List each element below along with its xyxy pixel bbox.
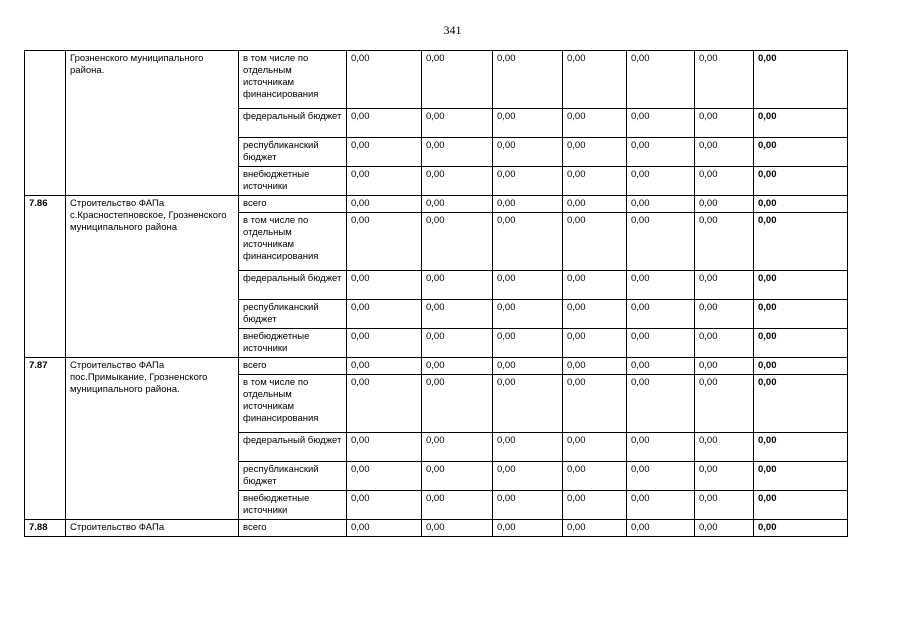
total-value: 0,00	[754, 300, 848, 329]
funding-category: федеральный бюджет	[239, 271, 347, 300]
year-value: 0,00	[695, 109, 754, 138]
year-value: 0,00	[695, 213, 754, 271]
total-value: 0,00	[754, 213, 848, 271]
funding-category: внебюджетные источники	[239, 167, 347, 196]
year-value: 0,00	[347, 213, 422, 271]
year-value: 0,00	[563, 167, 627, 196]
funding-category: внебюджетные источники	[239, 491, 347, 520]
year-value: 0,00	[627, 51, 695, 109]
year-value: 0,00	[347, 138, 422, 167]
total-value: 0,00	[754, 520, 848, 537]
year-value: 0,00	[563, 358, 627, 375]
year-value: 0,00	[347, 329, 422, 358]
item-name: Грозненского муниципального района.	[66, 51, 239, 196]
year-value: 0,00	[563, 196, 627, 213]
year-value: 0,00	[347, 462, 422, 491]
year-value: 0,00	[563, 329, 627, 358]
year-value: 0,00	[695, 375, 754, 433]
year-value: 0,00	[422, 213, 493, 271]
year-value: 0,00	[493, 196, 563, 213]
year-value: 0,00	[347, 520, 422, 537]
table-row	[25, 520, 848, 537]
year-value: 0,00	[422, 138, 493, 167]
year-value: 0,00	[627, 109, 695, 138]
year-value: 0,00	[563, 109, 627, 138]
year-value: 0,00	[493, 271, 563, 300]
year-value: 0,00	[563, 491, 627, 520]
year-value: 0,00	[422, 433, 493, 462]
year-value: 0,00	[493, 491, 563, 520]
budget-table	[24, 50, 848, 537]
item-number	[25, 51, 66, 196]
item-number: 7.87	[25, 358, 66, 520]
year-value: 0,00	[493, 138, 563, 167]
item-number: 7.86	[25, 196, 66, 358]
funding-category: всего	[239, 358, 347, 375]
year-value: 0,00	[695, 196, 754, 213]
year-value: 0,00	[695, 271, 754, 300]
table-row	[25, 51, 848, 109]
item-name: Строительство ФАПа с.Красностепновское, Грозненского муниципального района	[66, 196, 239, 358]
year-value: 0,00	[422, 462, 493, 491]
funding-category: в том числе по отдельным источникам финансирования	[239, 375, 347, 433]
funding-category: федеральный бюджет	[239, 109, 347, 138]
total-value: 0,00	[754, 491, 848, 520]
year-value: 0,00	[563, 213, 627, 271]
year-value: 0,00	[695, 300, 754, 329]
year-value: 0,00	[695, 167, 754, 196]
year-value: 0,00	[493, 51, 563, 109]
year-value: 0,00	[563, 51, 627, 109]
total-value: 0,00	[754, 51, 848, 109]
year-value: 0,00	[493, 433, 563, 462]
year-value: 0,00	[493, 520, 563, 537]
year-value: 0,00	[422, 491, 493, 520]
total-value: 0,00	[754, 375, 848, 433]
year-value: 0,00	[347, 491, 422, 520]
year-value: 0,00	[422, 167, 493, 196]
year-value: 0,00	[695, 51, 754, 109]
funding-category: республиканский бюджет	[239, 138, 347, 167]
year-value: 0,00	[493, 375, 563, 433]
year-value: 0,00	[695, 358, 754, 375]
year-value: 0,00	[422, 329, 493, 358]
year-value: 0,00	[563, 433, 627, 462]
year-value: 0,00	[563, 462, 627, 491]
year-value: 0,00	[422, 520, 493, 537]
year-value: 0,00	[493, 213, 563, 271]
year-value: 0,00	[493, 329, 563, 358]
year-value: 0,00	[627, 462, 695, 491]
year-value: 0,00	[347, 300, 422, 329]
year-value: 0,00	[347, 167, 422, 196]
year-value: 0,00	[563, 271, 627, 300]
funding-category: внебюджетные источники	[239, 329, 347, 358]
year-value: 0,00	[627, 520, 695, 537]
total-value: 0,00	[754, 358, 848, 375]
year-value: 0,00	[493, 167, 563, 196]
year-value: 0,00	[347, 433, 422, 462]
year-value: 0,00	[627, 167, 695, 196]
total-value: 0,00	[754, 109, 848, 138]
total-value: 0,00	[754, 138, 848, 167]
year-value: 0,00	[627, 213, 695, 271]
year-value: 0,00	[563, 375, 627, 433]
funding-category: в том числе по отдельным источникам финансирования	[239, 213, 347, 271]
year-value: 0,00	[627, 491, 695, 520]
year-value: 0,00	[493, 462, 563, 491]
year-value: 0,00	[695, 462, 754, 491]
year-value: 0,00	[563, 520, 627, 537]
year-value: 0,00	[695, 491, 754, 520]
year-value: 0,00	[627, 329, 695, 358]
total-value: 0,00	[754, 167, 848, 196]
item-name: Строительство ФАПа пос.Примыкание, Грозненского муниципального района.	[66, 358, 239, 520]
year-value: 0,00	[627, 271, 695, 300]
year-value: 0,00	[347, 51, 422, 109]
year-value: 0,00	[347, 375, 422, 433]
year-value: 0,00	[422, 358, 493, 375]
funding-category: всего	[239, 196, 347, 213]
item-name: Строительство ФАПа	[66, 520, 239, 537]
funding-category: всего	[239, 520, 347, 537]
year-value: 0,00	[695, 520, 754, 537]
year-value: 0,00	[422, 375, 493, 433]
year-value: 0,00	[422, 196, 493, 213]
table-row	[25, 358, 848, 375]
year-value: 0,00	[493, 358, 563, 375]
total-value: 0,00	[754, 196, 848, 213]
funding-category: в том числе по отдельным источникам финансирования	[239, 51, 347, 109]
year-value: 0,00	[422, 300, 493, 329]
item-number: 7.88	[25, 520, 66, 537]
year-value: 0,00	[347, 109, 422, 138]
year-value: 0,00	[347, 196, 422, 213]
year-value: 0,00	[627, 300, 695, 329]
year-value: 0,00	[422, 109, 493, 138]
year-value: 0,00	[493, 109, 563, 138]
funding-category: республиканский бюджет	[239, 462, 347, 491]
year-value: 0,00	[695, 329, 754, 358]
year-value: 0,00	[695, 433, 754, 462]
year-value: 0,00	[627, 375, 695, 433]
year-value: 0,00	[627, 196, 695, 213]
year-value: 0,00	[422, 51, 493, 109]
year-value: 0,00	[627, 433, 695, 462]
year-value: 0,00	[627, 138, 695, 167]
table-row	[25, 196, 848, 213]
total-value: 0,00	[754, 329, 848, 358]
total-value: 0,00	[754, 462, 848, 491]
total-value: 0,00	[754, 271, 848, 300]
year-value: 0,00	[627, 358, 695, 375]
funding-category: республиканский бюджет	[239, 300, 347, 329]
funding-category: федеральный бюджет	[239, 433, 347, 462]
year-value: 0,00	[695, 138, 754, 167]
year-value: 0,00	[347, 358, 422, 375]
year-value: 0,00	[347, 271, 422, 300]
year-value: 0,00	[422, 271, 493, 300]
total-value: 0,00	[754, 433, 848, 462]
year-value: 0,00	[563, 138, 627, 167]
page-number: 341	[443, 23, 462, 37]
year-value: 0,00	[493, 300, 563, 329]
year-value: 0,00	[563, 300, 627, 329]
